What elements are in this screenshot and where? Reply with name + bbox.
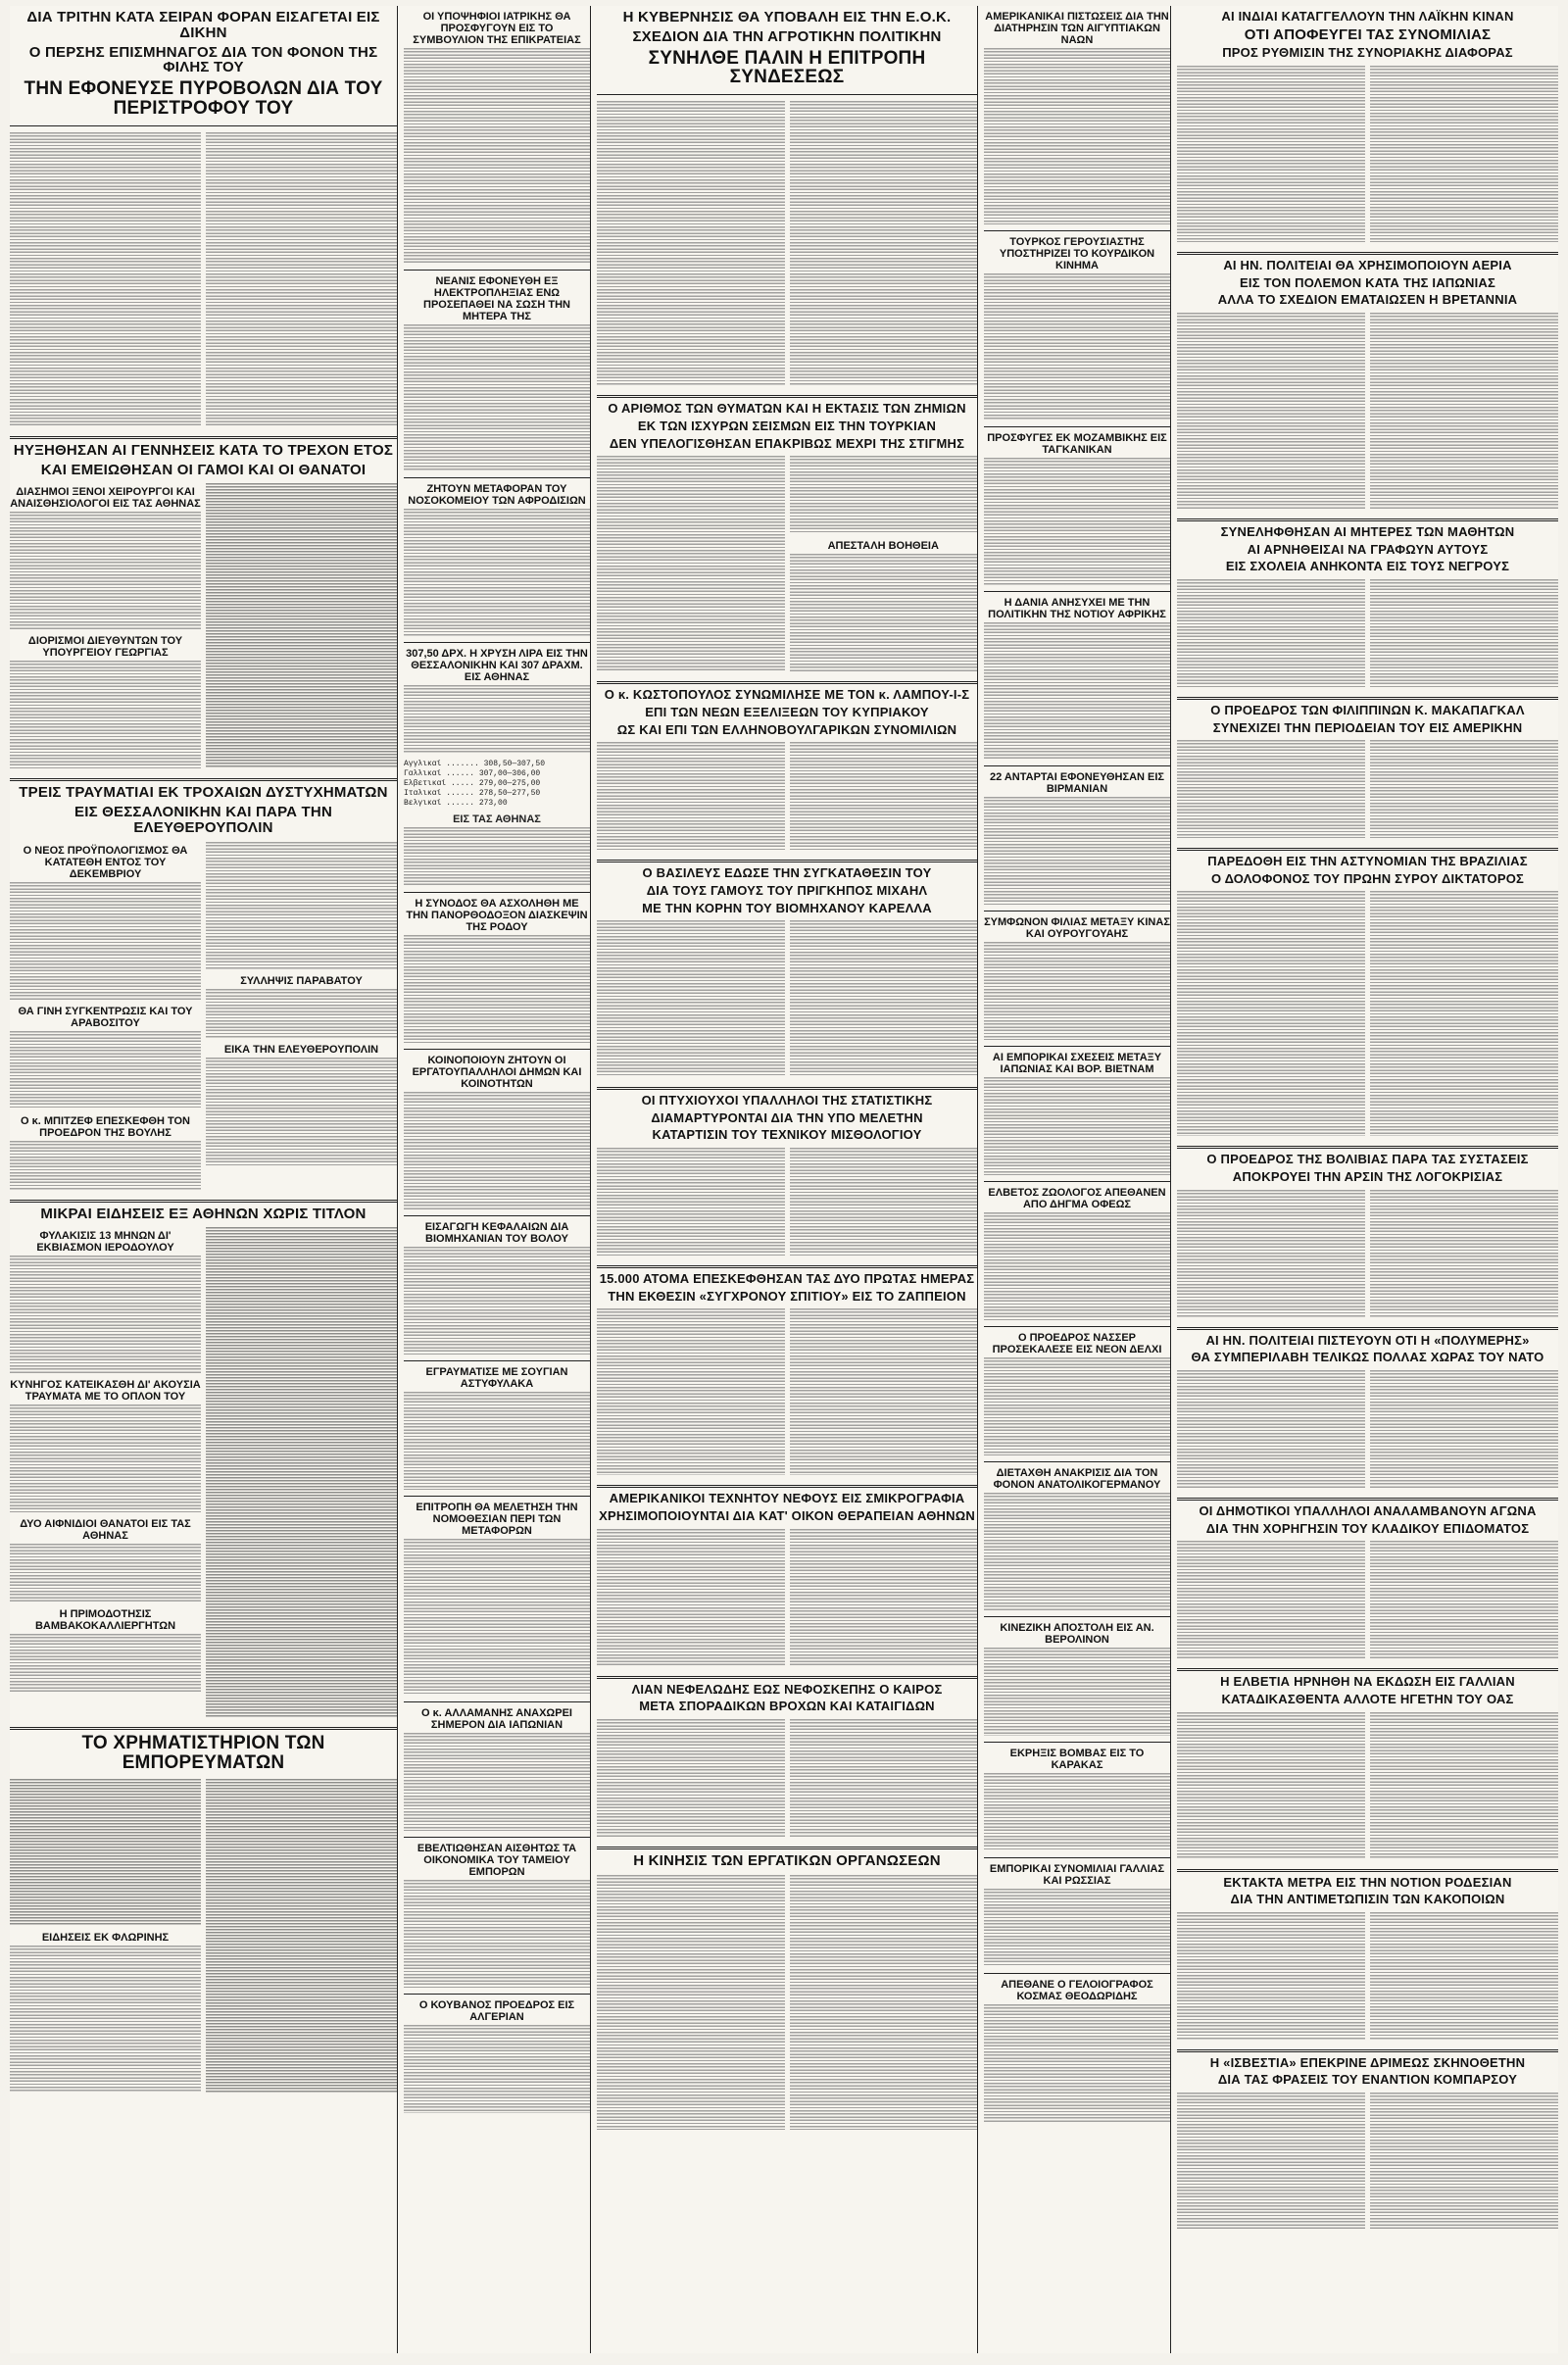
headline: ΘΑ ΣΥΜΠΕΡΙΛΑΒΗ ΤΕΛΙΚΩΣ ΠΟΛΛΑΣ ΧΩΡΑΣ ΤΟΥ ΝΑΤΟ xyxy=(1191,1350,1544,1365)
headline: ΑΜΕΡΙΚΑΝΙΚΟΙ ΤΕΧΝΗΤΟΥ ΝΕΦΟΥΣ ΕΙΣ ΣΜΙΚΡΟΓΡΑΦΙΑ xyxy=(609,1491,965,1506)
article-body xyxy=(597,1148,785,1256)
subheadline: Ο κ. ΑΛΛΑΜΑΝΗΣ ΑΝΑΧΩΡΕΙ ΣΗΜΕΡΟΝ ΔΙΑ ΙΑΠΩΝΙΑΝ xyxy=(421,1707,572,1731)
headline: ΑΙ ΑΡΝΗΘΕΙΣΑΙ ΝΑ ΓΡΑΦΩΥΝ ΑΥΤΟΥΣ xyxy=(1247,541,1489,557)
subheadline: ΣΥΜΦΩΝΟΝ ΦΙΛΙΑΣ ΜΕΤΑΞΥ ΚΙΝΑΣ ΚΑΙ ΟΥΡΟΥΓΟΥΑΗΣ xyxy=(984,916,1170,940)
article-body xyxy=(597,456,785,671)
article-body xyxy=(597,1529,785,1666)
story-body-row xyxy=(1177,1539,1558,1664)
subheadline: Ο ΝΕΟΣ ΠΡΟΫΠΟΛΟΓΙΣΜΟΣ ΘΑ ΚΑΤΑΤΕΘΗ ΕΝΤΟΣ ΤΟΥ ΔΕΚΕΜΒΡΙΟΥ xyxy=(23,844,188,880)
article-body xyxy=(790,1529,978,1666)
article-body xyxy=(790,920,978,1077)
subheadline: 22 ΑΝΤΑΡΤΑΙ ΕΦΟΝΕΥΘΗΣΑΝ ΕΙΣ ΒΙΡΜΑΝΙΑΝ xyxy=(989,771,1165,795)
gold-row: Ιταλικαί ...... 278,50—277,50 xyxy=(404,789,541,798)
article-body xyxy=(1177,1541,1365,1658)
subheadline: ΖΗΤΟΥΝ ΜΕΤΑΦΟΡΑΝ ΤΟΥ ΝΟΣΟΚΟΜΕΙΟΥ ΤΩΝ ΑΦΡΟΔΙΣΙΩΝ xyxy=(408,483,586,507)
subheadline: ΕΙΚΑ ΤΗΝ ΕΛΕΥΘΕΡΟΥΠΟΛΙΝ xyxy=(223,1043,379,1056)
article-body xyxy=(984,622,1170,760)
subheadline: ΕΚΡΗΞΙΣ ΒΟΜΒΑΣ ΕΙΣ ΤΟ ΚΑΡΑΚΑΣ xyxy=(1009,1748,1145,1771)
article-body xyxy=(404,1092,590,1209)
headline: ΕΙΣ ΘΕΣΣΑΛΟΝΙΚΗΝ ΚΑΙ ΠΑΡΑ ΤΗΝ ΕΛΕΥΘΕΡΟΥΠΟΛΙΝ xyxy=(74,804,332,836)
article-body xyxy=(404,2025,590,2113)
headline: ΑΛΛΑ ΤΟ ΣΧΕΔΙΟΝ ΕΜΑΤΑΙΩΣΕΝ Η ΒΡΕΤΑΝΝΙΑ xyxy=(1217,292,1518,308)
subheadline: ΔΙΟΡΙΣΜΟΙ ΔΙΕΥΘΥΝΤΩΝ ΤΟΥ ΥΠΟΥΡΓΕΙΟΥ ΓΕΩΡΓΙΑΣ xyxy=(27,635,183,660)
article-body xyxy=(404,48,590,264)
article-body xyxy=(1177,1712,1365,1859)
story-body-row xyxy=(597,918,977,1083)
article-body xyxy=(984,1357,1170,1455)
article-body xyxy=(206,132,397,426)
article-body xyxy=(1370,2093,1558,2230)
article-body xyxy=(984,1648,1170,1736)
story-body-row xyxy=(1177,738,1558,844)
article-body xyxy=(597,920,785,1077)
gold-price-table xyxy=(404,760,590,825)
article-body xyxy=(790,1875,978,2130)
headline: Η ΚΥΒΕΡΝΗΣΙΣ ΘΑ ΥΠΟΒΑΛΗ ΕΙΣ ΤΗΝ Ε.Ο.Κ. xyxy=(622,9,952,25)
column-5 xyxy=(1177,6,1558,2353)
headline: Ο ΑΡΙΘΜΟΣ ΤΩΝ ΘΥΜΑΤΩΝ ΚΑΙ Η ΕΚΤΑΣΙΣ ΤΩΝ ΖΗΜΙΩΝ xyxy=(608,401,966,417)
subheadline: ΔΥΟ ΑΙΦΝΙΔΙΟΙ ΘΑΝΑΤΟΙ ΕΙΣ ΤΑΣ ΑΘΗΝΑΣ xyxy=(20,1518,191,1543)
headline: 15.000 ΑΤΟΜΑ ΕΠΕΣΚΕΦΘΗΣΑΝ ΤΑΣ ΔΥΟ ΠΡΩΤΑΣ ΗΜΕΡΑΣ xyxy=(599,1271,975,1287)
headline: ΜΕ ΤΗΝ ΚΟΡΗΝ ΤΟΥ ΒΙΟΜΗΧΑΝΟΥ ΚΑΡΕΛΛΑ xyxy=(642,900,932,915)
article-body xyxy=(404,827,590,886)
subheadline: Η ΔΑΝΙΑ ΑΝΗΣΥΧΕΙ ΜΕ ΤΗΝ ΠΟΛΙΤΙΚΗΝ ΤΗΣ ΝΟΤΙΟΥ ΑΦΡΙΚΗΣ xyxy=(988,597,1166,620)
article-body xyxy=(597,1719,785,1837)
headline: ΠΑΡΕΔΟΘΗ ΕΙΣ ΤΗΝ ΑΣΤΥΝΟΜΙΑΝ ΤΗΣ ΒΡΑΖΙΛΙΑΣ xyxy=(1207,854,1528,869)
article-body xyxy=(1177,1190,1365,1317)
article-body xyxy=(1370,1912,1558,2040)
headline: ΔΙΑ ΤΡΙΤΗΝ ΚΑΤΑ ΣΕΙΡΑΝ ΦΟΡΑΝ ΕΙΣΑΓΕΤΑΙ ΕΙΣ ΔΙΚΗΝ xyxy=(26,9,380,41)
headline: ΟΙ ΔΗΜΟΤΙΚΟΙ ΥΠΑΛΛΗΛΟΙ ΑΝΑΛΑΜΒΑΝΟΥΝ ΑΓΩΝΑ xyxy=(1199,1503,1537,1518)
subheadline: ΕΙΣΑΓΩΓΗ ΚΕΦΑΛΑΙΩΝ ΔΙΑ ΒΙΟΜΗΧΑΝΙΑΝ ΤΟΥ ΒΟΛΟΥ xyxy=(424,1221,569,1245)
article-body xyxy=(597,1875,785,2130)
subheadline: ΔΙΕΤΑΧΘΗ ΑΝΑΚΡΙΣΙΣ ΔΙΑ ΤΟΝ ΦΟΝΟΝ ΑΝΑΤΟΛΙΚΟΓΕΡΜΑΝΟΥ xyxy=(993,1467,1161,1491)
story-body-row xyxy=(597,1146,977,1261)
article-body xyxy=(1177,2093,1365,2230)
headline: ΑΙ ΙΝΔΙΑΙ ΚΑΤΑΓΓΕΛΛΟΥΝ ΤΗΝ ΛΑΪΚΗΝ ΚΙΝΑΝ xyxy=(1221,9,1514,24)
article-body xyxy=(984,48,1170,224)
story-body-row xyxy=(597,740,977,856)
headline: ΕΙΣ ΤΟΝ ΠΟΛΕΜΟΝ ΚΑΤΑ ΤΗΣ ΙΑΠΩΝΙΑΣ xyxy=(1240,274,1495,290)
headline: ΠΡΟΣ ΡΥΘΜΙΣΙΝ ΤΗΣ ΣΥΝΟΡΙΑΚΗΣ ΔΙΑΦΟΡΑΣ xyxy=(1222,45,1513,61)
subheadline: Ο ΠΡΟΕΔΡΟΣ ΝΑΣΣΕΡ ΠΡΟΣΕΚΑΛΕΣΕ ΕΙΣ ΝΕΟΝ ΔΕΛΧΙ xyxy=(992,1332,1162,1355)
story-body-row xyxy=(10,1225,397,1723)
market-prices xyxy=(10,1779,201,1926)
market-prices xyxy=(206,1779,397,2093)
headline: Ο ΒΑΣΙΛΕΥΣ ΕΔΩΣΕ ΤΗΝ ΣΥΓΚΑΤΑΘΕΣΙΝ ΤΟΥ xyxy=(642,865,932,881)
headline: ΛΙΑΝ ΝΕΦΕΛΩΔΗΣ ΕΩΣ ΝΕΦΟΣΚΕΠΗΣ Ο ΚΑΙΡΟΣ xyxy=(631,1681,943,1697)
headline: ΩΣ ΚΑΙ ΕΠΙ ΤΩΝ ΕΛΛΗΝΟΒΟΥΛΓΑΡΙΚΩΝ ΣΥΝΟΜΙΛΙΩΝ xyxy=(616,721,957,737)
headline: ΤΗΝ ΕΦΟΝΕΥΣΕ ΠΥΡΟΒΟΛΩΝ ΔΙΑ ΤΟΥ ΠΕΡΙΣΤΡΟΦΟΥ ΤΟΥ xyxy=(24,78,383,119)
headline: ΤΗΝ ΕΚΘΕΣΙΝ «ΣΥΓΧΡΟΝΟΥ ΣΠΙΤΙΟΥ» ΕΙΣ ΤΟ ΖΑΠΠΕΙΟΝ xyxy=(608,1288,966,1304)
article-body xyxy=(1177,740,1365,838)
article-body xyxy=(10,1634,201,1693)
article-body xyxy=(404,509,590,636)
headline: ΟΤΙ ΑΠΟΦΕΥΓΕΙ ΤΑΣ ΣΥΝΟΜΙΛΙΑΣ xyxy=(1244,25,1492,43)
article-body xyxy=(404,1247,590,1355)
headline: ΗΥΞΗΘΗΣΑΝ ΑΙ ΓΕΝΝΗΣΕΙΣ ΚΑΤΑ ΤΟ ΤΡΕΧΟΝ ΕΤΟΣ xyxy=(13,441,394,459)
article-body xyxy=(984,1773,1170,1851)
subheadline: ΕΜΠΟΡΙΚΑΙ ΣΥΝΟΜΙΛΙΑΙ ΓΑΛΛΙΑΣ ΚΑΙ ΡΩΣΣΙΑΣ xyxy=(989,1863,1165,1887)
subheadline: Η ΣΥΝΟΔΟΣ ΘΑ ΑΣΧΟΛΗΘΗ ΜΕ ΤΗΝ ΠΑΝΟΡΘΟΔΟΞΟΝ ΔΙΑΣΚΕΨΙΝ ΤΗΣ ΡΟΔΟΥ xyxy=(406,898,588,933)
article-body xyxy=(1177,1912,1365,2040)
article-body xyxy=(1177,66,1365,242)
story-body-row xyxy=(1177,1188,1558,1323)
article-body xyxy=(10,882,201,1000)
subheadline: ΑΜΕΡΙΚΑΝΙΚΑΙ ΠΙΣΤΩΣΕΙΣ ΔΙΑ ΤΗΝ ΔΙΑΤΗΡΗΣΙΝ ΤΩΝ ΑΙΓΥΠΤΙΑΚΩΝ ΝΑΩΝ xyxy=(985,11,1169,46)
story-body-row xyxy=(10,1777,397,2098)
article-body xyxy=(206,989,397,1038)
article-body xyxy=(597,742,785,850)
article-body xyxy=(206,1058,397,1165)
headline: ΕΚ ΤΩΝ ΙΣΧΥΡΩΝ ΣΕΙΣΜΩΝ ΕΙΣ ΤΗΝ ΤΟΥΡΚΙΑΝ xyxy=(637,419,937,434)
subheadline: Η ΠΡΙΜΟΔΟΤΗΣΙΣ ΒΑΜΒΑΚΟΚΑΛΛΙΕΡΓΗΤΩΝ xyxy=(34,1608,176,1633)
article-body xyxy=(206,842,397,969)
headline: Ο κ. ΚΩΣΤΟΠΟΥΛΟΣ ΣΥΝΩΜΙΛΗΣΕ ΜΕ ΤΟΝ κ. ΛΑΜΠΟΥ-Ι-Σ xyxy=(604,687,970,703)
article-body xyxy=(984,458,1170,585)
subheadline: ΤΟΥΡΚΟΣ ΓΕΡΟΥΣΙΑΣΤΗΣ ΥΠΟΣΤΗΡΙΖΕΙ ΤΟ ΚΟΥΡΔΙΚΟΝ ΚΙΝΗΜΑ xyxy=(999,236,1155,271)
article-body xyxy=(404,1539,590,1696)
headline: ΤΡΕΙΣ ΤΡΑΥΜΑΤΙΑΙ ΕΚ ΤΡΟΧΑΙΩΝ ΔΥΣΤΥΧΗΜΑΤΩΝ xyxy=(19,784,388,802)
story-body-row xyxy=(597,1873,977,2136)
article-body xyxy=(206,1227,397,1717)
subheadline: ΕΓΡΑΥΜΑΤΙΣΕ ΜΕ ΣΟΥΓΙΑΝ ΑΣΤΥΦΥΛΑΚΑ xyxy=(425,1366,568,1390)
headline: ΚΑΙ ΕΜΕΙΩΘΗΣΑΝ ΟΙ ΓΑΜΟΙ ΚΑΙ ΟΙ ΘΑΝΑΤΟΙ xyxy=(40,461,367,478)
headline: ΕΠΙ ΤΩΝ ΝΕΩΝ ΕΞΕΛΙΞΕΩΝ ΤΟΥ ΚΥΠΡΙΑΚΟΥ xyxy=(645,704,929,719)
headline: ΕΚΤΑΚΤΑ ΜΕΤΡΑ ΕΙΣ ΤΗΝ ΝΟΤΙΟΝ ΡΟΔΕΣΙΑΝ xyxy=(1223,1874,1512,1890)
subheadline: ΕΛΒΕΤΟΣ ΖΩΟΛΟΓΟΣ ΑΠΕΘΑΝΕΝ ΑΠΟ ΔΗΓΜΑ ΟΦΕΩΣ xyxy=(988,1187,1166,1210)
headline: Ο ΠΡΟΕΔΡΟΣ ΤΩΝ ΦΙΛΙΠΠΙΝΩΝ Κ. ΜΑΚΑΠΑΓΚΑΛ xyxy=(1210,702,1525,717)
story-body-row xyxy=(10,130,397,432)
subheadline: ΕΠΙΤΡΟΠΗ ΘΑ ΜΕΛΕΤΗΣΗ ΤΗΝ ΝΟΜΟΘΕΣΙΑΝ ΠΕΡΙ ΤΩΝ ΜΕΤΑΦΟΡΩΝ xyxy=(416,1502,578,1537)
article-body xyxy=(790,456,978,534)
column-3 xyxy=(597,6,978,2353)
article-body xyxy=(1370,1712,1558,1859)
headline: ΧΡΗΣΙΜΟΠΟΙΟΥΝΤΑΙ ΔΙΑ ΚΑΤ' ΟΙΚΟΝ ΘΕΡΑΠΕΙΑΝ ΑΘΗΝΩΝ xyxy=(599,1507,975,1523)
article-body xyxy=(984,1077,1170,1175)
article-body xyxy=(1177,1370,1365,1488)
story-body-row xyxy=(597,99,977,391)
story-body-row xyxy=(1177,311,1558,515)
article-body xyxy=(790,1719,978,1837)
headline: Ο ΔΟΛΟΦΟΝΟΣ ΤΟΥ ΠΡΩΗΝ ΣΥΡΟΥ ΔΙΚΤΑΤΟΡΟΣ xyxy=(1210,870,1525,886)
newspaper-page xyxy=(10,6,1558,2353)
article-body xyxy=(790,1148,978,1256)
top-story xyxy=(10,10,397,126)
headline: Ο ΠΕΡΣΗΣ ΕΠΙΣΜΗΝΑΓΟΣ ΔΙΑ ΤΟΝ ΦΟΝΟΝ ΤΗΣ ΦΙΛΗΣ ΤΟΥ xyxy=(28,43,378,76)
subheadline: ΠΡΟΣΦΥΓΕΣ ΕΚ ΜΟΖΑΜΒΙΚΗΣ ΕΙΣ ΤΑΓΚΑΝΙΚΑΝ xyxy=(987,432,1167,456)
gold-row: Αγγλικαί ....... 308,50—307,50 xyxy=(404,760,546,768)
subheadline: Ο ΚΟΥΒΑΝΟΣ ΠΡΟΕΔΡΟΣ ΕΙΣ ΑΛΓΕΡΙΑΝ xyxy=(418,1999,575,2023)
story-body-row xyxy=(1177,2091,1558,2236)
gold-table-label: ΕΙΣ ΤΑΣ ΑΘΗΝΑΣ xyxy=(453,813,541,825)
headline: ΣΥΝΕΛΗΦΘΗΣΑΝ ΑΙ ΜΗΤΕΡΕΣ ΤΩΝ ΜΑΘΗΤΩΝ xyxy=(1220,523,1515,539)
article-body xyxy=(790,742,978,850)
headline: Η ΕΛΒΕΤΙΑ ΗΡΝΗΘΗ ΝΑ ΕΚΔΩΣΗ ΕΙΣ ΓΑΛΛΙΑΝ xyxy=(1220,1674,1515,1690)
article-body xyxy=(1177,579,1365,687)
headline: Η «ΙΣΒΕΣΤΙΑ» ΕΠΕΚΡΙΝΕ ΔΡΙΜΕΩΣ ΣΚΗΝΟΘΕΤΗΝ xyxy=(1209,2054,1526,2070)
article-body xyxy=(1370,1370,1558,1488)
article-body xyxy=(10,512,201,629)
article-body xyxy=(597,1308,785,1475)
article-body xyxy=(10,1256,201,1373)
subheadline: ΚΥΝΗΓΟΣ ΚΑΤΕΙΚΑΣΘΗ ΔΙ' ΑΚΟΥΣΙΑ ΤΡΑΥΜΑΤΑ ΜΕ ΤΟ ΟΠΛΟΝ ΤΟΥ xyxy=(10,1379,201,1404)
story-body-row xyxy=(10,481,397,774)
story-body-row xyxy=(1177,577,1558,693)
subheadline: ΦΥΛΑΚΙΣΙΣ 13 ΜΗΝΩΝ ΔΙ' ΕΚΒΙΑΣΜΟΝ ΙΕΡΟΔΟΥΛΟΥ xyxy=(36,1230,174,1255)
subheadline: ΕΙΔΗΣΕΙΣ ΕΚ ΦΛΩΡΙΝΗΣ xyxy=(41,1932,170,1945)
subheadline: ΚΟΙΝΟΠΟΙΟΥΝ ΖΗΤΟΥΝ ΟΙ ΕΡΓΑΤΟΥΠΑΛΛΗΛΟΙ ΔΗΜΩΝ ΚΑΙ ΚΟΙΝΟΤΗΤΩΝ xyxy=(412,1055,582,1090)
subheadline: ΟΙ ΥΠΟΨΗΦΙΟΙ ΙΑΤΡΙΚΗΣ ΘΑ ΠΡΟΣΦΥΓΟΥΝ ΕΙΣ ΤΟ ΣΥΜΒΟΥΛΙΟΝ ΤΗΣ ΕΠΙΚΡΑΤΕΙΑΣ xyxy=(413,11,581,46)
article-body xyxy=(1177,313,1365,509)
headline: ΣΧΕΔΙΟΝ ΔΙΑ ΤΗΝ ΑΓΡΟΤΙΚΗΝ ΠΟΛΙΤΙΚΗΝ xyxy=(632,27,942,45)
headline: Ο ΠΡΟΕΔΡΟΣ ΤΗΣ ΒΟΛΙΒΙΑΣ ΠΑΡΑ ΤΑΣ ΣΥΣΤΑΣΕΙΣ xyxy=(1206,1152,1529,1167)
article-body xyxy=(404,685,590,754)
headline: ΚΑΤΑΡΤΙΣΙΝ ΤΟΥ ΤΕΧΝΙΚΟΥ ΜΙΣΘΟΛΟΓΙΟΥ xyxy=(652,1127,922,1143)
story-body-row xyxy=(597,1306,977,1481)
headline: ΔΕΝ ΥΠΕΛΟΓΙΣΘΗΣΑΝ ΕΠΑΚΡΙΒΩΣ ΜΕΧΡΙ ΤΗΣ ΣΤΙΓΜΗΣ xyxy=(609,435,965,451)
story-body-row xyxy=(1177,64,1558,248)
headline: ΣΥΝΕΧΙΖΕΙ ΤΗΝ ΠΕΡΙΟΔΕΙΑΝ ΤΟΥ ΕΙΣ ΑΜΕΡΙΚΗΝ xyxy=(1212,719,1523,735)
headline: ΔΙΑΜΑΡΤΥΡΟΝΤΑΙ ΔΙΑ ΤΗΝ ΥΠΟ ΜΕΛΕΤΗΝ xyxy=(651,1109,923,1125)
article-body xyxy=(790,1308,978,1475)
article-body xyxy=(404,324,590,471)
lead-story xyxy=(597,10,977,95)
article-body xyxy=(1370,740,1558,838)
story-body-row xyxy=(10,840,397,1196)
article-body xyxy=(1370,66,1558,242)
story-body-row xyxy=(1177,889,1558,1142)
subheadline: ΔΙΑΣΗΜΟΙ ΞΕΝΟΙ ΧΕΙΡΟΥΡΓΟΙ ΚΑΙ ΑΝΑΙΣΘΗΣΙΟΛΟΓΟΙ ΕΙΣ ΤΑΣ ΑΘΗΝΑΣ xyxy=(10,486,201,511)
story-body-row xyxy=(1177,1910,1558,2045)
subheadline: ΑΠΕΘΑΝΕ Ο ΓΕΛΟΙΟΓΡΑΦΟΣ ΚΟΣΜΑΣ ΘΕΟΔΩΡΙΔΗΣ xyxy=(1001,1979,1153,2002)
headline: Η ΚΙΝΗΣΙΣ ΤΩΝ ΕΡΓΑΤΙΚΩΝ ΟΡΓΑΝΩΣΕΩΝ xyxy=(633,1851,941,1869)
article-body xyxy=(404,1880,590,1988)
headline: ΟΙ ΠΤΥΧΙΟΥΧΟΙ ΥΠΑΛΛΗΛΟΙ ΤΗΣ ΣΤΑΤΙΣΤΙΚΗΣ xyxy=(641,1093,933,1109)
article-body xyxy=(404,1392,590,1490)
article-body xyxy=(10,132,201,426)
headline: ΜΙΚΡΑΙ ΕΙΔΗΣΕΙΣ ΕΞ ΑΘΗΝΩΝ ΧΩΡΙΣ ΤΙΤΛΟΝ xyxy=(40,1205,367,1222)
headline: ΑΠΟΚΡΟΥΕΙ ΤΗΝ ΑΡΣΙΝ ΤΗΣ ΛΟΓΟΚΡΙΣΙΑΣ xyxy=(1232,1169,1503,1185)
article-body xyxy=(1177,891,1365,1136)
headline: ΔΙΑ ΤΟΥΣ ΓΑΜΟΥΣ ΤΟΥ ΠΡΙΓΚΗΠΟΣ ΜΙΧΑΗΛ xyxy=(646,882,928,898)
column-2 xyxy=(404,6,591,2353)
headline: ΚΑΤΑΔΙΚΑΣΘΕΝΤΑ ΑΛΛΟΤΕ ΗΓΕΤΗΝ ΤΟΥ ΟΑΣ xyxy=(1221,1691,1514,1706)
story-body-row xyxy=(597,454,977,677)
subheadline: Ο κ. ΜΠΙΤΖΕΦ ΕΠΕΣΚΕΦΘΗ ΤΟΝ ΠΡΟΕΔΡΟΝ ΤΗΣ ΒΟΥΛΗΣ xyxy=(21,1114,190,1139)
headline: ΜΕΤΑ ΣΠΟΡΑΔΙΚΩΝ ΒΡΟΧΩΝ ΚΑΙ ΚΑΤΑΙΓΙΔΩΝ xyxy=(639,1699,935,1714)
column-1 xyxy=(10,6,398,2353)
subheadline: ΑΙ ΕΜΠΟΡΙΚΑΙ ΣΧΕΣΕΙΣ ΜΕΤΑΞΥ ΙΑΠΩΝΙΑΣ ΚΑΙ ΒΟΡ. ΒΙΕΤΝΑΜ xyxy=(992,1052,1162,1075)
subheadline: 307,50 ΔΡΧ. Η ΧΡΥΣΗ ΛΙΡΑ ΕΙΣ ΤΗΝ ΘΕΣΣΑΛΟΝΙΚΗΝ ΚΑΙ 307 ΔΡΑΧΜ. ΕΙΣ ΑΘΗΝΑΣ xyxy=(406,648,588,683)
article-body xyxy=(10,1031,201,1109)
gold-row: Ελβετικαί ..... 279,00—275,00 xyxy=(404,779,541,788)
article-body xyxy=(790,554,978,671)
subheadline: ΘΑ ΓΙΝΗ ΣΥΓΚΕΝΤΡΩΣΙΣ ΚΑΙ ΤΟΥ ΑΡΑΒΟΣΙΤΟΥ xyxy=(18,1005,193,1029)
article-body xyxy=(206,483,397,767)
story-body-row xyxy=(597,1527,977,1672)
article-body xyxy=(984,273,1170,420)
article-body xyxy=(790,101,978,385)
article-body xyxy=(984,2004,1170,2122)
headline: ΑΙ ΗΝ. ΠΟΛΙΤΕΙΑΙ ΘΑ ΧΡΗΣΙΜΟΠΟΙΟΥΝ ΑΕΡΙΑ xyxy=(1223,258,1512,273)
article-body xyxy=(1370,1190,1558,1317)
article-body xyxy=(404,1733,590,1831)
article-body xyxy=(1370,313,1558,509)
article-body xyxy=(984,1889,1170,1967)
headline: ΑΙ ΗΝ. ΠΟΛΙΤΕΙΑΙ ΠΙΣΤΕΥΟΥΝ ΟΤΙ Η «ΠΟΛΥΜΕΡΗΣ» xyxy=(1205,1332,1530,1348)
article-body xyxy=(10,1141,201,1190)
gold-row: Βελγικαί ...... 273,00 xyxy=(404,799,508,808)
story-body-row xyxy=(1177,1710,1558,1865)
article-body xyxy=(984,797,1170,905)
article-body xyxy=(984,1493,1170,1610)
headline: ΔΙΑ ΤΑΣ ΦΡΑΣΕΙΣ ΤΟΥ ΕΝΑΝΤΙΟΝ ΚΟΜΠΑΡΣΟΥ xyxy=(1217,2072,1518,2088)
article-body xyxy=(10,1946,201,2093)
subheadline: ΝΕΑΝΙΣ ΕΦΟΝΕΥΘΗ ΕΞ ΗΛΕΚΤΡΟΠΛΗΞΙΑΣ ΕΝΩ ΠΡΟΣΕΠΑΘΕΙ ΝΑ ΣΩΣΗ ΤΗΝ ΜΗΤΕΡΑ ΤΗΣ xyxy=(423,275,570,322)
article-body xyxy=(1370,1541,1558,1658)
article-body xyxy=(1370,579,1558,687)
story-body-row xyxy=(597,1717,977,1843)
article-body xyxy=(10,1404,201,1512)
article-body xyxy=(984,1212,1170,1320)
gold-row: Γαλλικαί ...... 307,00—306,00 xyxy=(404,769,541,778)
headline: ΕΙΣ ΣΧΟΛΕΙΑ ΑΝΗΚΟΝΤΑ ΕΙΣ ΤΟΥΣ ΝΕΓΡΟΥΣ xyxy=(1225,559,1510,574)
article-body xyxy=(597,101,785,385)
subheadline: ΚΙΝΕΖΙΚΗ ΑΠΟΣΤΟΛΗ ΕΙΣ ΑΝ. ΒΕΡΟΛΙΝΟΝ xyxy=(1000,1622,1154,1646)
article-body xyxy=(404,935,590,1043)
article-body xyxy=(1370,891,1558,1136)
story-body-row xyxy=(1177,1368,1558,1494)
article-body xyxy=(10,1544,201,1602)
article-body xyxy=(984,942,1170,1040)
subheadline: ΣΥΛΛΗΨΙΣ ΠΑΡΑΒΑΤΟΥ xyxy=(240,974,363,987)
headline: ΔΙΑ ΤΗΝ ΑΝΤΙΜΕΤΩΠΙΣΙΝ ΤΩΝ ΚΑΚΟΠΟΙΩΝ xyxy=(1230,1892,1505,1907)
column-4 xyxy=(984,6,1171,2353)
headline: ΔΙΑ ΤΗΝ ΧΟΡΗΓΗΣΙΝ ΤΟΥ ΚΛΑΔΙΚΟΥ ΕΠΙΔΟΜΑΤΟΣ xyxy=(1205,1520,1530,1536)
subheadline: ΕΒΕΛΤΙΩΘΗΣΑΝ ΑΙΣΘΗΤΩΣ ΤΑ ΟΙΚΟΝΟΜΙΚΑ ΤΟΥ ΤΑΜΕΙΟΥ ΕΜΠΟΡΩΝ xyxy=(416,1843,577,1878)
subheadline: ΑΠΕΣΤΑΛΗ ΒΟΗΘΕΙΑ xyxy=(827,540,939,553)
headline: ΣΥΝΗΛΘΕ ΠΑΛΙΝ Η ΕΠΙΤΡΟΠΗ ΣΥΝΔΕΣΕΩΣ xyxy=(648,47,926,88)
headline: ΤΟ ΧΡΗΜΑΤΙΣΤΗΡΙΟΝ ΤΩΝ ΕΜΠΟΡΕΥΜΑΤΩΝ xyxy=(81,1733,325,1774)
article-body xyxy=(10,661,201,768)
